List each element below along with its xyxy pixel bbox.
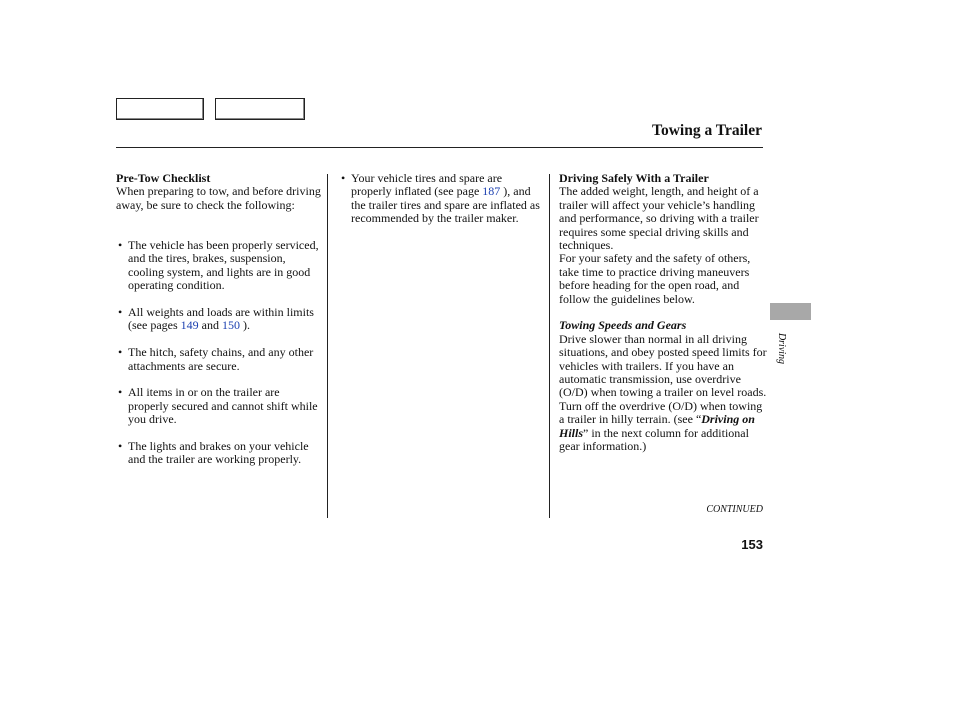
list-item: • Your vehicle tires and spare are properly inflated (see page 187 ), and the trailer tires and spare are inflated as recommended by the trailer maker.: [339, 172, 544, 226]
column-divider: [549, 174, 550, 518]
paragraph: Drive slower than normal in all driving situations, and obey posted speed limits for vehicles with trailers. If you have an automatic transmission, use overdrive (O/D) when towing a trailer on level roads. Turn off the overdrive (O/D) when towing a trailer in hilly terrain. (see “Driving on Hills” in the next column for additional gear information.): [559, 331, 767, 454]
paragraph: The added weight, length, and height of a trailer will affect your vehicle’s handling and performance, so driving with a trailer requires some special driving skills and techniques.: [559, 184, 759, 253]
nav-button-prev[interactable]: [116, 98, 204, 120]
section-tab: [770, 303, 811, 320]
page-link-150[interactable]: 150: [221, 318, 240, 333]
column-divider: [327, 174, 328, 518]
intro-text: When preparing to tow, and before driving away, be sure to check the following:: [116, 184, 321, 212]
list-item: • All weights and loads are within limits (see pages 149 and 150 ).: [116, 306, 321, 333]
list-item: • The vehicle has been properly serviced, and the tires, brakes, suspension, cooling system, and lights are in good operating condition.: [116, 239, 321, 293]
list-item: • All items in or on the trailer are properly secured and cannot shift while you drive.: [116, 386, 321, 426]
column-right: [559, 172, 767, 454]
paragraph: For your safety and the safety of others, take time to practice driving maneuvers before heading for the open road, and follow the guidelines below.: [559, 251, 751, 306]
page-title: Towing a Trailer: [652, 122, 762, 139]
column-middle: [339, 172, 544, 226]
page-link-187[interactable]: 187: [482, 184, 501, 199]
continued-label: CONTINUED: [706, 504, 763, 515]
section-heading-driving-safely: Driving Safely With a Trailer: [559, 171, 709, 185]
title-rule: [116, 147, 763, 148]
nav-button-next[interactable]: [215, 98, 305, 120]
page-number: 153: [741, 537, 763, 552]
list-item: • The lights and brakes on your vehicle and the trailer are working properly.: [116, 440, 321, 467]
section-tab-label: Driving: [776, 332, 788, 365]
list-item: • The hitch, safety chains, and any other attachments are secure.: [116, 346, 321, 373]
section-heading-pre-tow: Pre-Tow Checklist: [116, 171, 211, 185]
link-driving-on-hills[interactable]: Driving on Hills: [559, 412, 755, 440]
column-left: [116, 172, 321, 467]
page-link-149[interactable]: 149: [180, 318, 199, 333]
subheading-towing-speeds: Towing Speeds and Gears: [559, 318, 687, 333]
